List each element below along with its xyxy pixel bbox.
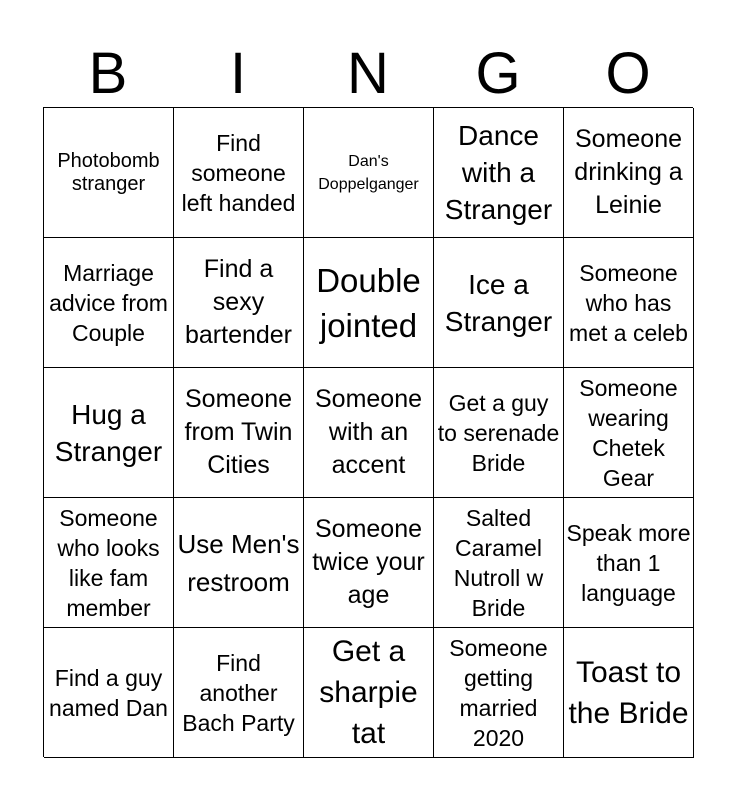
header-letter-g: G [475, 41, 521, 106]
cell-text: Ice a Stranger [444, 268, 553, 337]
bingo-cell[interactable] [434, 238, 564, 368]
bingo-cell[interactable] [564, 368, 694, 498]
bingo-cell[interactable] [434, 628, 564, 758]
cell-text: Hug a Stranger [54, 398, 163, 467]
cell-text: Find someone left handed [181, 129, 296, 216]
cell-text: Find another Bach Party [182, 649, 295, 736]
cell-text: Marriage advice from Couple [49, 259, 168, 346]
bingo-cell[interactable] [434, 108, 564, 238]
cell-text: Someone who has met a celeb [569, 259, 688, 346]
cell-text: Someone getting married 2020 [449, 634, 548, 751]
cell-text: Find a guy named Dan [49, 664, 168, 721]
cell-text: Photobomb stranger [57, 149, 160, 195]
cell-text: Someone drinking a Leinie [574, 125, 683, 219]
bingo-cell[interactable] [174, 368, 304, 498]
cell-text: Someone wearing Chetek Gear [579, 374, 678, 491]
header-letter-b: B [88, 41, 128, 106]
cell-text: Someone twice your age [312, 515, 425, 609]
bingo-board [43, 107, 693, 757]
cell-text: Someone with an accent [314, 385, 423, 479]
header-letter-o: O [605, 41, 651, 106]
bingo-cell[interactable] [44, 628, 174, 758]
cell-text: Use Men's restroom [177, 528, 300, 597]
bingo-cell[interactable] [564, 108, 694, 238]
header-letter-n: N [347, 41, 389, 106]
cell-text: Get a guy to serenade Bride [437, 389, 560, 476]
bingo-header [43, 40, 693, 108]
bingo-cell[interactable] [304, 498, 434, 628]
cell-text: Dance with a Stranger [444, 120, 553, 225]
bingo-cell[interactable] [304, 368, 434, 498]
cell-text: Toast to the Bride [568, 655, 689, 730]
bingo-cell[interactable] [564, 628, 694, 758]
bingo-cell[interactable] [44, 368, 174, 498]
bingo-cell[interactable] [174, 498, 304, 628]
cell-text: Salted Caramel Nutroll w Bride [453, 504, 544, 621]
cell-text: Speak more than 1 language [566, 519, 691, 606]
bingo-cell[interactable] [564, 238, 694, 368]
bingo-cell[interactable] [434, 368, 564, 498]
cell-text: Double jointed [316, 261, 421, 344]
header-letter-i: I [229, 41, 247, 106]
bingo-cell[interactable] [44, 108, 174, 238]
bingo-cell[interactable] [174, 108, 304, 238]
cell-text: Someone who looks like fam member [57, 504, 160, 621]
bingo-cell[interactable] [304, 108, 434, 238]
bingo-cell[interactable] [434, 498, 564, 628]
cell-text: Someone from Twin Cities [184, 385, 293, 479]
bingo-cell[interactable] [44, 498, 174, 628]
bingo-cell[interactable] [564, 498, 694, 628]
bingo-cell[interactable] [174, 628, 304, 758]
cell-text: Get a sharpie tat [319, 635, 418, 750]
bingo-cell[interactable] [304, 238, 434, 368]
bingo-cell[interactable] [44, 238, 174, 368]
cell-text: Dan's Doppelganger [318, 152, 419, 193]
bingo-cell[interactable] [304, 628, 434, 758]
cell-text: Find a sexy bartender [184, 255, 293, 349]
bingo-cell[interactable] [174, 238, 304, 368]
